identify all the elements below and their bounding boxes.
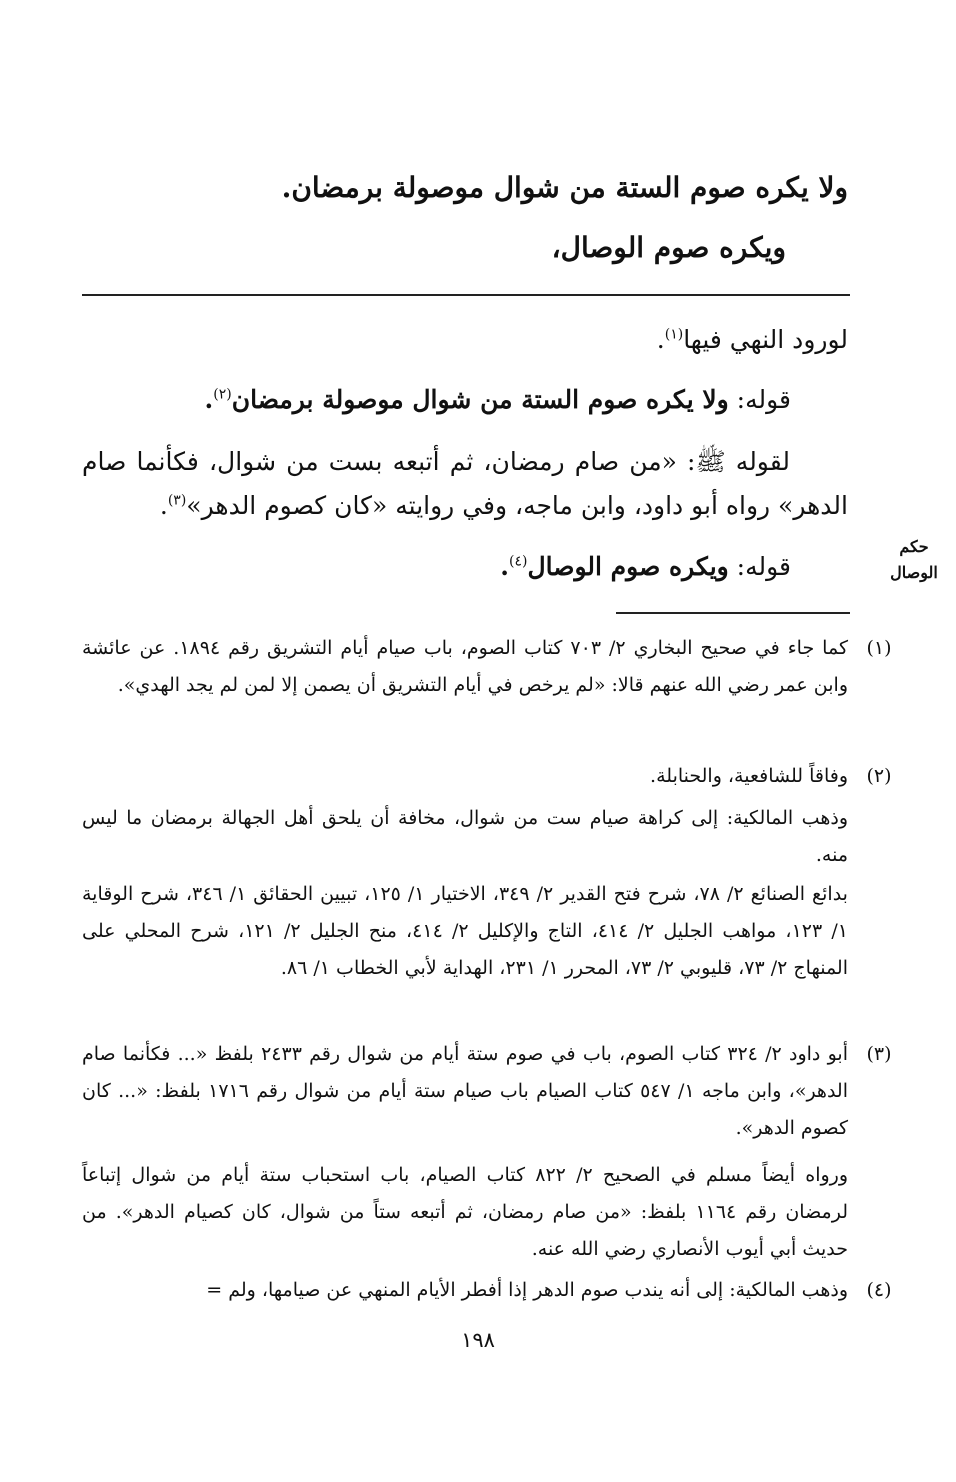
sharh-lead: قوله: (728, 385, 791, 414)
sharh-lead: قوله: (728, 552, 791, 581)
matn-divider (82, 294, 850, 296)
sharh-paragraph-3 (82, 440, 848, 528)
sharh-text: لقوله ﷺ: «من صام رمضان، ثم أتبعه بست من شوال، فكأنما صام الدهر» رواه أبو داود، وابن ماجه، وفي روايته «كان كصوم الدهر» (82, 447, 848, 520)
footnote-text: كما جاء في صحيح البخاري ٢/ ٧٠٣ كتاب الصوم، باب صيام أيام التشريق رقم ١٨٩٤. عن عائشة وابن عمر رضي الله عنهم قالا: «لم يرخص في أيام التشريق أن يصمن إلا لمن لم يجد الهدي». (82, 637, 848, 696)
footnote-number: (١) (866, 637, 892, 659)
sharh-paragraph-1 (82, 318, 848, 362)
footnote-3 (82, 1036, 892, 1147)
footnote-number: (٣) (866, 1043, 892, 1065)
margin-heading (886, 534, 942, 586)
footnote-ref: (٣) (167, 492, 187, 509)
footnote-2-references: بدائع الصنائع ٢/ ٧٨، شرح فتح القدير ٢/ ٣٤٩، الاختيار ١/ ١٢٥، تبيين الحقائق ١/ ٣٤٦، شرح الوقاية ١/ ١٢٣، مواهب الجليل ٢/ ٤١٤، التاج والإكليل ٢/ ٤١٤، منح الجليل ٢/ ١٢١، شرح المحلي على المنهاج ٢/ ٧٣، قليوبي ٢/ ٧٣، المحرر ١/ ٢٣١، الهداية لأبي الخطاب ١/ ٨٦. (82, 883, 848, 979)
sharh-quoted-matn: ولا يكره صوم الستة من شوال موصولة برمضان (231, 385, 729, 414)
sharh-end: . (159, 491, 168, 520)
footnote-ref: (٢) (213, 386, 232, 403)
margin-heading-line-1: حكم (899, 537, 929, 556)
sharh-end: . (656, 325, 665, 354)
sharh-quoted-matn: ويكره صوم الوصال (527, 552, 729, 581)
page-number: ١٩٨ (461, 1328, 495, 1352)
sharh-text: لورود النهي فيها (683, 325, 848, 354)
footnote-number: (٤) (866, 1279, 892, 1301)
footnote-3-paragraph-2: ورواه أيضاً مسلم في الصحيح ٢/ ٨٢٢ كتاب الصيام، باب استحباب ستة أيام من شوال إتباعاً لرمضان رقم ١١٦٤ بلفظ: «من صام رمضان، ثم أتبعه ستاً من شوال، كان كصيام الدهر». من حديث أبي أيوب الأنصاري رضي الله عنه. (82, 1164, 849, 1260)
footnote-text: وذهب المالكية: إلى أنه يندب صوم الدهر إذا أفطر الأيام المنهي عن صيامها، ولم = (206, 1279, 848, 1301)
footnote-ref: (٤) (509, 553, 528, 570)
sharh-end: . (204, 385, 214, 414)
footnote-1 (82, 630, 892, 704)
footnote-number: (٢) (866, 765, 892, 787)
footnotes-divider (616, 612, 850, 614)
sharh-end: . (500, 552, 510, 581)
footnote-4 (82, 1272, 892, 1309)
footnote-text: أبو داود ٢/ ٣٢٤ كتاب الصوم، باب في صوم ستة أيام من شوال رقم ٢٤٣٣ بلفظ «... فكأنما صام الدهر»، وابن ماجه ١/ ٥٤٧ كتاب الصيام باب صيام ستة أيام من شوال رقم ١٧١٦ بلفظ: «... كان كصوم الدهر». (82, 1043, 849, 1139)
sharh-paragraph-4 (82, 545, 791, 589)
footnote-text: وفاقاً للشافعية، والحنابلة. (650, 765, 848, 787)
footnote-2-paragraph-2: وذهب المالكية: إلى كراهة صيام ست من شوال، مخافة أن يلحق أهل الجهالة برمضان ما ليس منه. (82, 807, 848, 866)
footnote-2 (82, 758, 892, 795)
matn-line-2: ويكره صوم الوصال، (551, 231, 786, 264)
matn-line-1: ولا يكره صوم الستة من شوال موصولة برمضان. (281, 171, 848, 204)
footnote-ref: (١) (664, 326, 684, 343)
sharh-paragraph-2 (82, 378, 791, 422)
margin-heading-line-2: الوصال (890, 563, 938, 582)
